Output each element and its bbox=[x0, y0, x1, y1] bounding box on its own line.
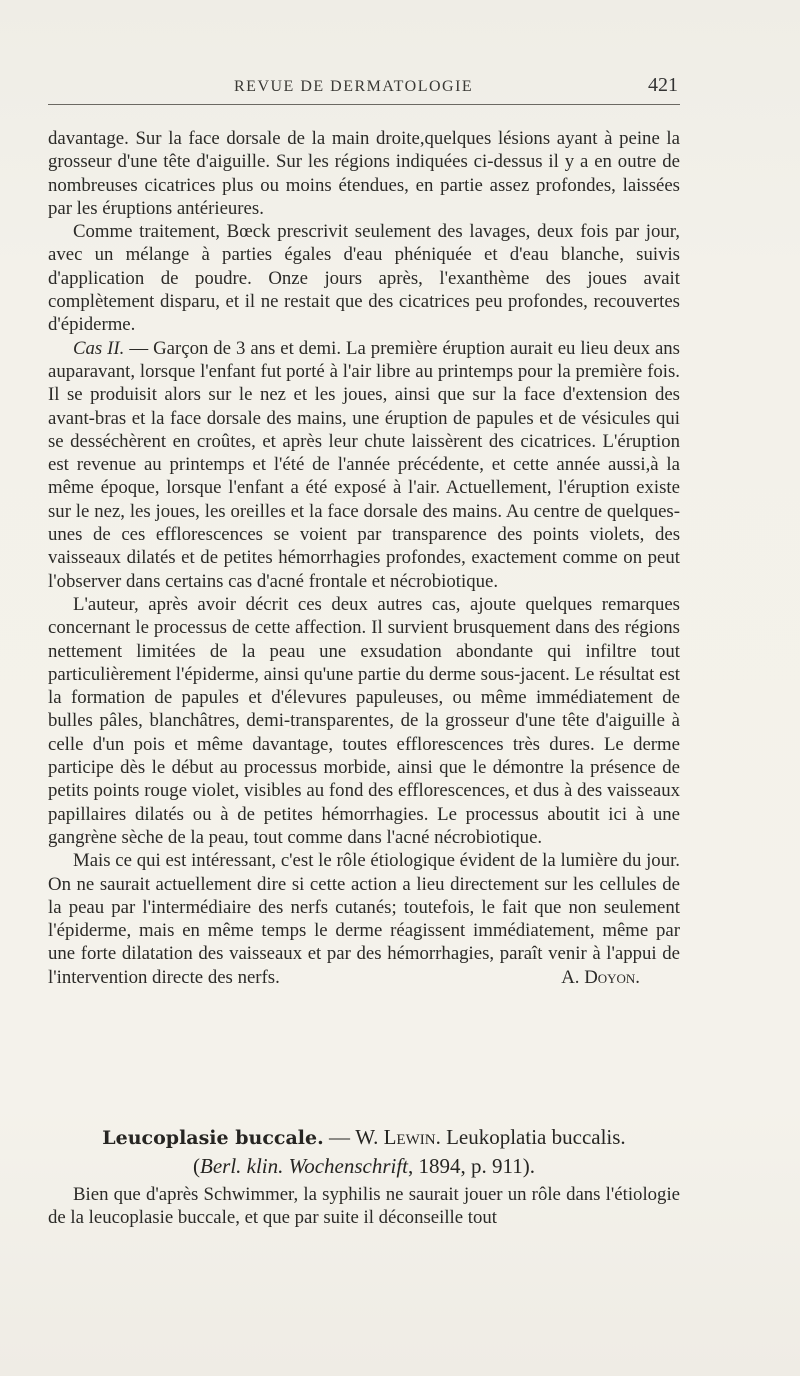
page-header bbox=[48, 74, 680, 100]
section-body bbox=[48, 1183, 680, 1230]
paragraph-3-text: — Garçon de 3 ans et demi. La première éruption aurait eu lieu deux ans auparavant, lorsque l'enfant fut porté à l'air libre au printemps pour la première fois. Il se produisit alors sur le nez et les joues, ainsi que sur la face d'extension des avant-bras et la face dorsale des mains, une éruption de papules et de vésicules qui se desséchèrent en croûtes, et après leur chute laissèrent des cicatrices. L'éruption est revenue au printemps et l'été de l'année précédente, et cette année aussi,à la même époque, lorsque l'enfant a été exposé à l'air. Actuellement, l'éruption existe sur le nez, les joues, les oreilles et la face dorsale des mains. Au centre de quelques-unes de ces efflorescences se voient par transparence des points violets, des vaisseaux dilatés et de petites hémorrhagies profondes, exactement comme on peut l'observer dans certains cas d'acné frontale et nécrobiotique. bbox=[48, 337, 680, 592]
section-author: W. Lewin. bbox=[355, 1125, 441, 1149]
page-number: 421 bbox=[648, 74, 678, 96]
section-dash: — bbox=[323, 1125, 356, 1149]
source-journal: Berl. klin. Wochenschrift bbox=[200, 1154, 409, 1178]
running-head: REVUE DE DERMATOLOGIE bbox=[234, 78, 474, 95]
header-rule bbox=[48, 104, 680, 105]
section-paragraph-1: Bien que d'après Schwimmer, la syphilis ne saurait jouer un rôle dans l'étiologie de la leucoplasie buccale, et que par suite il déconseille tout bbox=[48, 1184, 680, 1229]
section-source-line bbox=[48, 1152, 680, 1180]
paragraph-2: Comme traitement, Bœck prescrivit seulement des lavages, deux fois par jour, avec un mélange à parties égales d'eau phéniquée et d'eau blanche, suivis d'application de poudre. Onze jours après, l'exanthème des joues avait complètement disparu, et il ne restait que des cicatrices peu profondes, recouvertes d'épiderme. bbox=[48, 221, 680, 336]
paragraph-3 bbox=[48, 337, 680, 593]
paragraph-5 bbox=[48, 849, 680, 989]
paragraph-5-text: Mais ce qui est intéressant, c'est le rôle étiologique évident de la lumière du jour. On ne saurait actuellement dire si cette action a lieu directement sur les cellules de la peau par l'intermédiaire des nerfs cutanés; toutefois, le fait que non seulement l'épiderme, mais en même temps le derme réagissent immédiatement, même par une forte dilatation des vaisseaux et par des hémorrhagies, paraît venir à l'appui de l'intervention directe des nerfs. bbox=[48, 850, 680, 988]
section-heading bbox=[48, 1123, 680, 1180]
source-open: ( bbox=[193, 1154, 200, 1178]
article-body bbox=[48, 127, 680, 989]
author-signature: A. Doyon. bbox=[561, 966, 640, 988]
paragraph-1: davantage. Sur la face dorsale de la main droite,quelques lésions ayant à peine la grosseur d'une tête d'aiguille. Sur les régions indiquées ci-dessus il y a en outre de nombreuses cicatrices plus ou moins étendues, en partie assez profondes, laissées par les éruptions antérieures. bbox=[48, 128, 680, 219]
section-title: Leucoplasie buccale. bbox=[102, 1127, 324, 1149]
source-rest: , 1894, p. 911). bbox=[408, 1154, 535, 1178]
paragraph-4: L'auteur, après avoir décrit ces deux autres cas, ajoute quelques remarques concernant le processus de cette affection. Il survient brusquement dans des régions nettement limitées de la peau une exsudation abondante qui infiltre tout particulièrement l'épiderme, ainsi qu'une partie du derme sous-jacent. Le résultat est la formation de papules et d'élevures papuleuses, ou même immédiatement de bulles pâles, blanchâtres, demi-transparentes, de la grosseur d'une tête d'aiguille à celle d'un pois et même davantage, toutes efflorescences très dures. Le derme participe dès le début au processus morbide, ainsi que le démontre la présence de petits points rouge violet, visibles au fond des efflorescences, et dus à des vaisseaux papillaires dilatés ou à de petites hémorrhagies. Le processus aboutit ici à une gangrène sèche de la peau, tout comme dans l'acné nécrobiotique. bbox=[48, 593, 680, 848]
section-subtitle: Leukoplatia buccalis. bbox=[440, 1125, 626, 1149]
case-label: Cas II. bbox=[73, 337, 125, 359]
section-title-line bbox=[48, 1123, 680, 1152]
